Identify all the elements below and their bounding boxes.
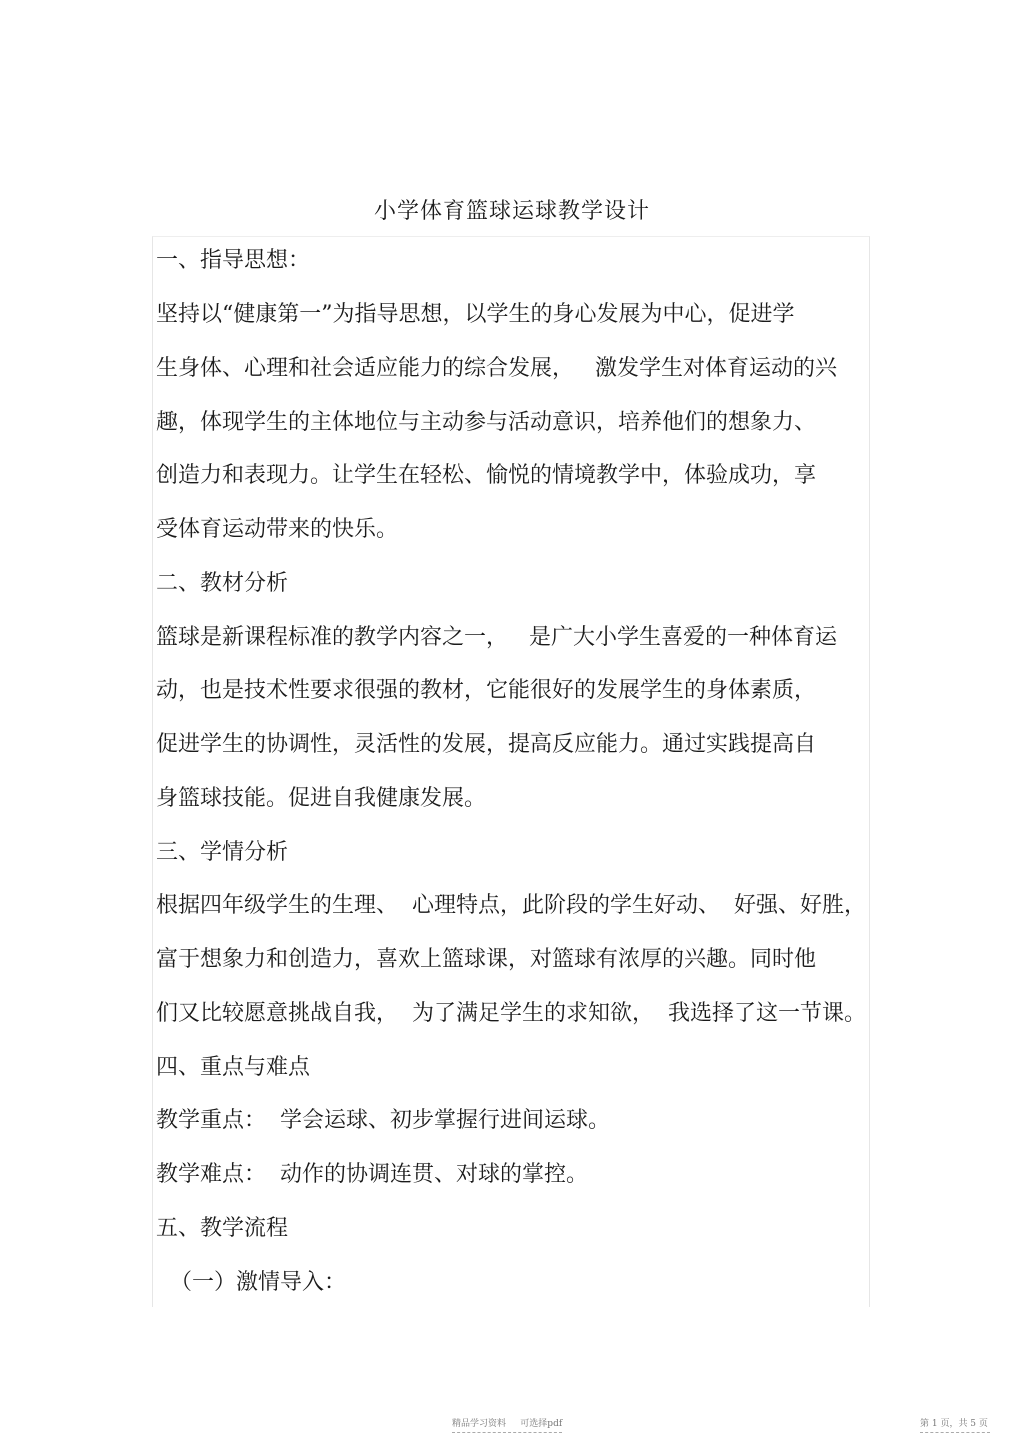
- page-number: 第 1 页，共 5 页: [920, 1419, 988, 1429]
- document-title: 小学体育篮球运球教学设计: [373, 199, 650, 224]
- paragraph-line: 根据四年级学生的生理、 心理特点，此阶段的学生好动、 好强、好胜，: [156, 893, 866, 918]
- subheading-intro: （一）激情导入：: [156, 1270, 346, 1295]
- paragraph-line: 促进学生的协调性，灵活性的发展，提高反应能力。通过实践提高自: [156, 732, 817, 757]
- heading-teaching-process: 五、教学流程: [156, 1216, 289, 1241]
- paragraph-line: 坚持以“健康第一”为指导思想，以学生的身心发展为中心，促进学: [156, 302, 795, 327]
- paragraph-line: 身篮球技能。促进自我健康发展。: [156, 786, 487, 811]
- heading-key-points: 四、重点与难点: [156, 1055, 311, 1080]
- paragraph-line: 教学重点： 学会运球、初步掌握行进间运球。: [156, 1108, 610, 1133]
- paragraph-line: 动，也是技术性要求很强的教材，它能很好的发展学生的身体素质，: [156, 678, 817, 703]
- paragraph-line: 受体育运动带来的快乐。: [156, 517, 399, 542]
- footer-divider: [452, 1432, 562, 1433]
- paragraph-line: 们又比较愿意挑战自我， 为了满足学生的求知欲， 我选择了这一节课。: [156, 1001, 866, 1026]
- content-frame: [152, 236, 870, 1307]
- footer-watermark-text: 精品学习资料 可选择pdf: [452, 1419, 563, 1429]
- paragraph-line: 篮球是新课程标准的教学内容之一， 是广大小学生喜爱的一种体育运: [156, 625, 837, 650]
- heading-material-analysis: 二、教材分析: [156, 571, 289, 596]
- paragraph-line: 富于想象力和创造力，喜欢上篮球课，对篮球有浓厚的兴趣。同时他: [156, 947, 817, 972]
- paragraph-line: 生身体、心理和社会适应能力的综合发展， 激发学生对体育运动的兴: [156, 356, 837, 381]
- paragraph-line: 趣，体现学生的主体地位与主动参与活动意识，培养他们的想象力、: [156, 410, 817, 435]
- paragraph-line: 创造力和表现力。让学生在轻松、愉悦的情境教学中，体验成功，享: [156, 463, 817, 488]
- heading-student-analysis: 三、学情分析: [156, 840, 289, 865]
- paragraph-line: 教学难点： 动作的协调连贯、对球的掌控。: [156, 1162, 588, 1187]
- footer-divider: [920, 1432, 990, 1433]
- heading-guiding-thought: 一、指导思想：: [156, 248, 311, 273]
